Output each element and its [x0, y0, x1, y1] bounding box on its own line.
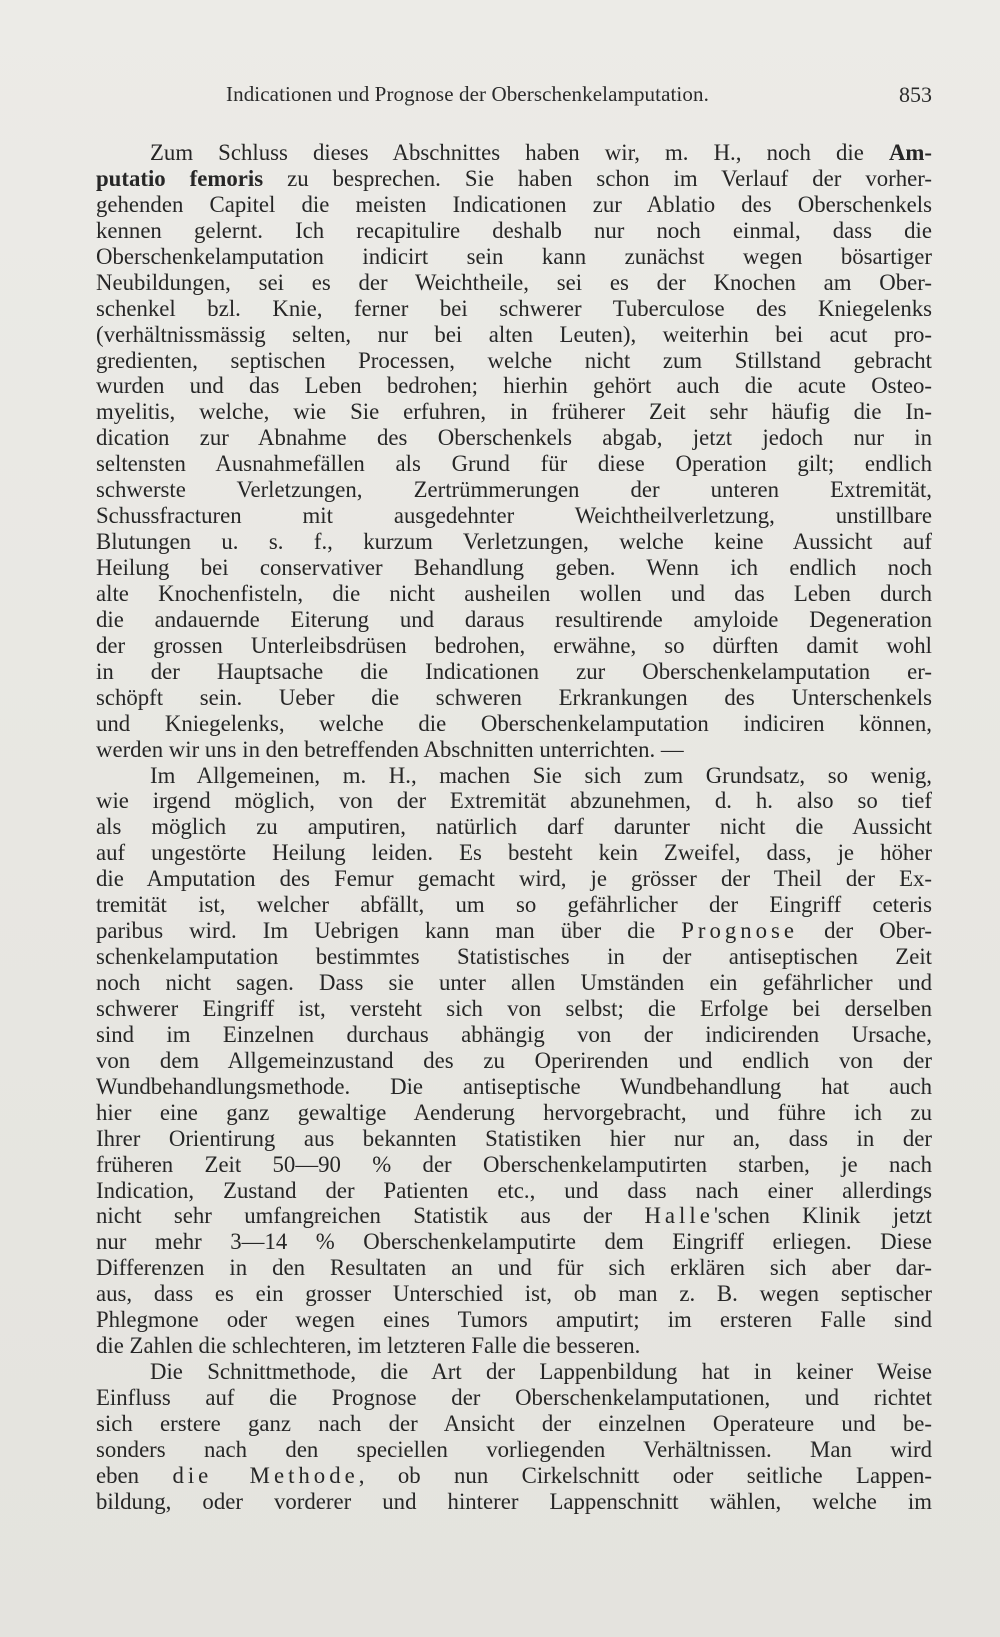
- text-line: hier eine ganz gewaltige Aenderung hervorgebracht, und führe ich zu: [96, 1099, 932, 1125]
- text-line: die Amputation des Femur gemacht wird, je grösser der Theil der Ex-: [96, 866, 932, 892]
- text-line: als möglich zu amputiren, natürlich darf darunter nicht die Aussicht: [96, 814, 932, 840]
- text-line: Einfluss auf die Prognose der Oberschenkelamputationen, und richtet: [96, 1385, 932, 1410]
- text-line: Blutungen u. s. f., kurzum Verletzungen, welche keine Aussicht auf: [96, 529, 932, 555]
- text-line: früheren Zeit 50—90 % der Oberschenkelamputirten starben, je nach: [96, 1151, 932, 1177]
- text-line: gredienten, septischen Processen, welche nicht zum Stillstand gebracht: [96, 347, 932, 373]
- text-line: sich erstere ganz nach der Ansicht der einzelnen Operateure und be-: [96, 1410, 932, 1436]
- text-line: putatio femoris zu besprechen. Sie haben schon im Verlauf der vorher-: [96, 165, 932, 191]
- text-line: seltensten Ausnahmefällen als Grund für diese Operation gilt; endlich: [96, 451, 932, 477]
- text-line: Zum Schluss dieses Abschnittes haben wir, m. H., noch die Am-: [150, 140, 932, 165]
- text-line: wie irgend möglich, von der Extremität abzunehmen, d. h. also so tief: [96, 788, 932, 814]
- text-line: bildung, oder vorderer und hinterer Lappenschnitt wählen, welche im: [96, 1488, 932, 1514]
- text-line: kennen gelernt. Ich recapitulire deshalb nur noch einmal, dass die: [96, 217, 932, 243]
- text-line: Indication, Zustand der Patienten etc., und dass nach einer allerdings: [96, 1177, 932, 1203]
- text-line: gehenden Capitel die meisten Indicationen zur Ablatio des Oberschenkels: [96, 191, 932, 217]
- text-line: noch nicht sagen. Dass sie unter allen Umständen ein gefährlicher und: [96, 970, 932, 995]
- text-line: nicht sehr umfangreichen Statistik aus der Halle'schen Klinik jetzt: [96, 1203, 932, 1229]
- text-line: auf ungestörte Heilung leiden. Es besteht kein Zweifel, dass, je höher: [96, 840, 932, 866]
- text-line: Ihrer Orientirung aus bekannten Statistiken hier nur an, dass in der: [96, 1125, 932, 1151]
- text-line: und Kniegelenks, welche die Oberschenkelamputation indiciren können,: [96, 710, 932, 736]
- text-line: Schussfracturen mit ausgedehnter Weichtheilverletzung, unstillbare: [96, 503, 932, 529]
- text-line: alte Knochenfisteln, die nicht ausheilen wollen und das Leben durch: [96, 580, 932, 606]
- text-line: schwerste Verletzungen, Zertrümmerungen der unteren Extremität,: [96, 477, 932, 503]
- text-line: schenkel bzl. Knie, ferner bei schwerer Tuberculose des Kniegelenks: [96, 295, 932, 321]
- text-line: sonders nach den speciellen vorliegenden Verhältnissen. Man wird: [96, 1436, 932, 1462]
- text-line: Phlegmone oder wegen eines Tumors amputirt; im ersteren Falle sind: [96, 1307, 932, 1333]
- text-line: die andauernde Eiterung und daraus resultirende amyloide Degeneration: [96, 606, 932, 632]
- text-line: Die Schnittmethode, die Art der Lappenbildung hat in keiner Weise: [150, 1359, 932, 1385]
- body-text: [96, 140, 932, 1515]
- text-line: schenkelamputation bestimmtes Statistisches in der antiseptischen Zeit: [96, 944, 932, 970]
- text-line: Differenzen in den Resultaten an und für sich erklären sich aber dar-: [96, 1255, 932, 1281]
- text-line: wurden und das Leben bedrohen; hierhin gehört auch die acute Osteo-: [96, 373, 932, 399]
- text-line: Oberschenkelamputation indicirt sein kann zunächst wegen bösartiger: [96, 243, 932, 269]
- text-line: Neubildungen, sei es der Weichtheile, sei es der Knochen am Ober-: [96, 269, 932, 295]
- text-line: werden wir uns in den betreffenden Abschnitten unterrichten. —: [96, 736, 684, 762]
- text-line: die Zahlen die schlechteren, im letzteren Falle die besseren.: [96, 1333, 641, 1359]
- text-line: in der Hauptsache die Indicationen zur Oberschenkelamputation er-: [96, 658, 932, 684]
- text-line: tremität ist, welcher abfällt, um so gefährlicher der Eingriff ceteris: [96, 892, 932, 918]
- text-line: Im Allgemeinen, m. H., machen Sie sich zum Grundsatz, so wenig,: [150, 762, 932, 788]
- text-line: der grossen Unterleibsdrüsen bedrohen, erwähne, so dürften damit wohl: [96, 632, 932, 658]
- text-line: schöpft sein. Ueber die schweren Erkrankungen des Unterschenkels: [96, 684, 932, 710]
- text-line: Wundbehandlungsmethode. Die antiseptische Wundbehandlung hat auch: [96, 1073, 932, 1099]
- text-line: aus, dass es ein grosser Unterschied ist, ob man z. B. wegen septischer: [96, 1281, 932, 1307]
- text-line: myelitis, welche, wie Sie erfuhren, in früherer Zeit sehr häufig die In-: [96, 399, 932, 425]
- running-head: Indicationen und Prognose der Oberschenkelamputation.: [226, 82, 709, 106]
- text-line: eben die Methode, ob nun Cirkelschnitt oder seitliche Lappen-: [96, 1462, 932, 1488]
- text-line: Heilung bei conservativer Behandlung geben. Wenn ich endlich noch: [96, 555, 932, 580]
- page-number: 853: [899, 82, 932, 107]
- text-line: nur mehr 3—14 % Oberschenkelamputirte dem Eingriff erliegen. Diese: [96, 1229, 932, 1255]
- text-line: schwerer Eingriff ist, versteht sich von selbst; die Erfolge bei derselben: [96, 995, 932, 1021]
- text-line: dication zur Abnahme des Oberschenkels abgab, jetzt jedoch nur in: [96, 425, 932, 451]
- page-header: [226, 82, 932, 114]
- text-line: von dem Allgemeinzustand des zu Operirenden und endlich von der: [96, 1047, 932, 1073]
- text-line: sind im Einzelnen durchaus abhängig von der indicirenden Ursache,: [96, 1021, 932, 1047]
- text-line: paribus wird. Im Uebrigen kann man über die Prognose der Ober-: [96, 918, 932, 944]
- text-line: (verhältnissmässig selten, nur bei alten Leuten), weiterhin bei acut pro-: [96, 321, 932, 347]
